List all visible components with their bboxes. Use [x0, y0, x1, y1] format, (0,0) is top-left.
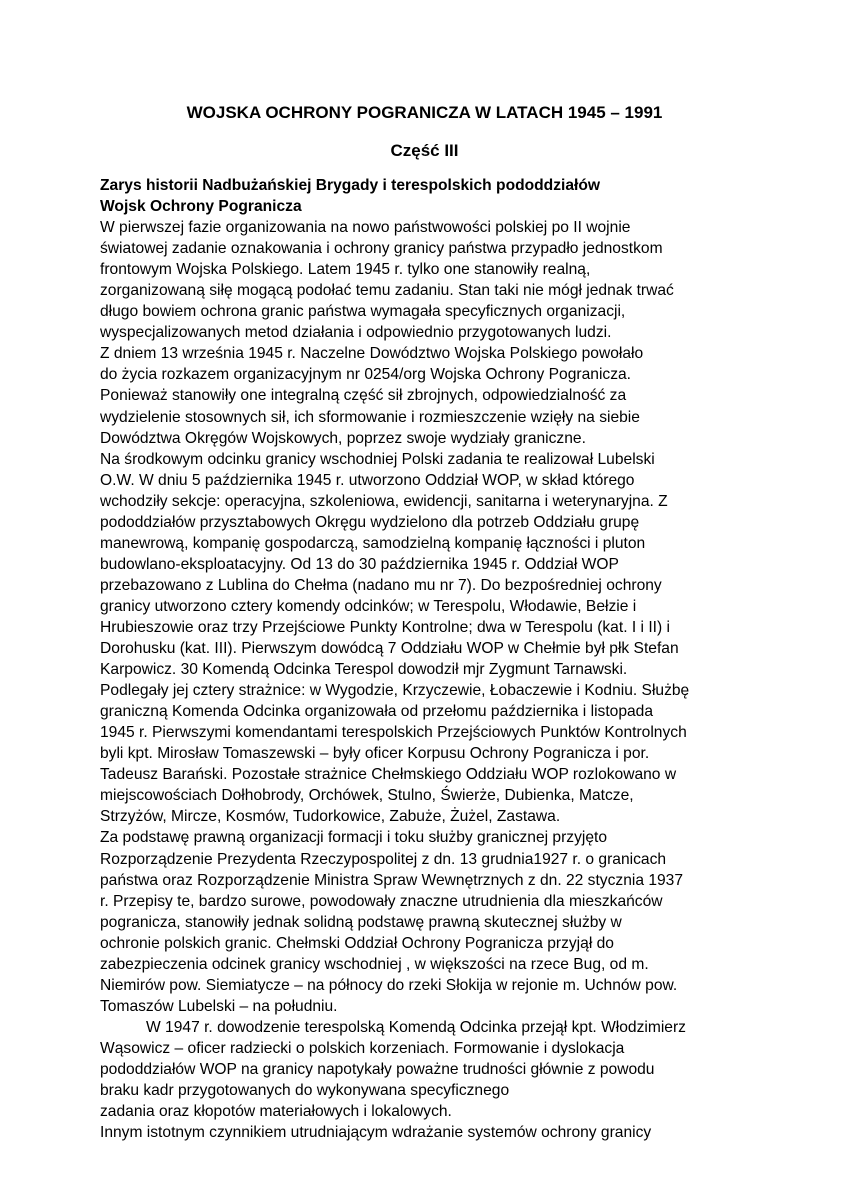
body-text-line: Rozporządzenie Prezydenta Rzeczypospolitej z dn. 13 grudnia1927 r. o granicach	[100, 850, 667, 868]
body-text-line: frontowym Wojska Polskiego. Latem 1945 r. tylko one stanowiły realną,	[100, 261, 591, 279]
body-text-line: W pierwszej fazie organizowania na nowo państwowości polskiej po II wojnie	[100, 219, 631, 237]
body-text-line: Tomaszów Lubelski – na południu.	[100, 997, 338, 1015]
body-text-line: długo bowiem ochrona granic państwa wymagała specyficznych organizacji,	[100, 303, 626, 321]
section-heading-line: Wojsk Ochrony Pogranicza	[100, 198, 302, 216]
document-subtitle: Część III	[390, 141, 459, 160]
body-text-line: Z dniem 13 września 1945 r. Naczelne Dowództwo Wojska Polskiego powołało	[100, 345, 644, 363]
body-text-line: światowej zadanie oznakowania i ochrony granicy państwa przypadło jednostkom	[100, 240, 663, 258]
body-text-line: państwa oraz Rozporządzenie Ministra Spraw Wewnętrznych z dn. 22 stycznia 1937	[100, 871, 684, 889]
body-text-line: braku kadr przygotowanych do wykonywana specyficznego	[100, 1082, 510, 1100]
document-title: WOJSKA OCHRONY POGRANICZA W LATACH 1945 – 1991	[186, 103, 663, 122]
body-text-line: wyspecjalizowanych metod działania i odpowiednio przygotowanych ludzi.	[100, 324, 612, 342]
body-text-line: pododdziałów WOP na granicy napotykały poważne trudności głównie z powodu	[100, 1060, 655, 1078]
section-heading	[100, 175, 760, 217]
body-text-line: przebazowano z Lublina do Chełma (nadano mu nr 7). Do bezpośredniej ochrony	[100, 576, 662, 594]
body-text-line: byli kpt. Mirosław Tomaszewski – były oficer Korpusu Ochrony Pogranicza i por.	[100, 745, 650, 763]
body-text-line: miejscowościach Dołhobrody, Orchówek, Stulno, Świerże, Dubienka, Matcze,	[100, 787, 634, 805]
body-text-line: pogranicza, stanowiły jednak solidną podstawę prawną skutecznej służby w	[100, 913, 622, 931]
body-text-line: do życia rozkazem organizacyjnym nr 0254/org Wojska Ochrony Pogranicza.	[100, 366, 632, 384]
body-text-line: W 1947 r. dowodzenie terespolską Komendą Odcinka przejął kpt. Włodzimierz	[146, 1018, 686, 1036]
body-text-line: pododdziałów przysztabowych Okręgu wydzielono dla potrzeb Oddziału grupę	[100, 513, 640, 531]
body-text-line: Dorohusku (kat. III). Pierwszym dowódcą 7 Oddziału WOP w Chełmie był płk Stefan	[100, 640, 679, 658]
document-body	[100, 175, 760, 1143]
body-text-line: Tadeusz Barański. Pozostałe strażnice Chełmskiego Oddziału WOP rozlokowano w	[100, 766, 677, 784]
body-text-line: wchodziły sekcje: operacyjna, szkoleniowa, ewidencji, sanitarna i weterynaryjna. Z	[100, 492, 668, 510]
body-text-line: Podlegały jej cztery strażnice: w Wygodzie, Krzyczewie, Łobaczewie i Kodniu. Służbę	[100, 682, 690, 700]
body-text-line: Dowództwa Okręgów Wojskowych, poprzez swoje wydziały graniczne.	[100, 429, 586, 447]
body-text	[100, 217, 760, 1143]
body-text-line: 1945 r. Pierwszymi komendantami terespolskich Przejściowych Punktów Kontrolnych	[100, 724, 687, 742]
body-text-line: wydzielenie stosownych sił, ich sformowanie i rozmieszczenie wzięły na siebie	[100, 408, 640, 426]
body-text-line: zadania oraz kłopotów materiałowych i lokalowych.	[100, 1103, 452, 1121]
body-text-line: Hrubieszowie oraz trzy Przejściowe Punkty Kontrolne; dwa w Terespolu (kat. I i II) i	[100, 618, 670, 636]
body-text-line: zabezpieczenia odcinek granicy wschodniej , w większości na rzece Bug, od m.	[100, 955, 649, 973]
body-text-line: Wąsowicz – oficer radziecki o polskich korzeniach. Formowanie i dyslokacja	[100, 1039, 625, 1057]
body-text-line: Karpowicz. 30 Komendą Odcinka Terespol dowodził mjr Zygmunt Tarnawski.	[100, 661, 628, 679]
body-text-line: granicy utworzono cztery komendy odcinków; w Terespolu, Włodawie, Bełzie i	[100, 597, 637, 615]
body-text-line: O.W. W dniu 5 października 1945 r. utworzono Oddział WOP, w skład którego	[100, 471, 635, 489]
body-text-line: budowlano-eksploatacyjny. Od 13 do 30 października 1945 r. Oddział WOP	[100, 555, 619, 573]
body-text-line: Za podstawę prawną organizacji formacji i toku służby granicznej przyjęto	[100, 829, 608, 847]
body-text-line: Na środkowym odcinku granicy wschodniej Polski zadania te realizował Lubelski	[100, 450, 655, 468]
body-text-line: Innym istotnym czynnikiem utrudniającym wdrażanie systemów ochrony granicy	[100, 1124, 652, 1142]
body-text-line: graniczną Komenda Odcinka organizowała od przełomu października i listopada	[100, 703, 654, 721]
body-text-line: Niemirów pow. Siemiatycze – na północy do rzeki Słokija w rejonie m. Uchnów pow.	[100, 976, 678, 994]
body-text-line: ochronie polskich granic. Chełmski Oddział Ochrony Pogranicza przyjął do	[100, 934, 614, 952]
body-text-line: Strzyżów, Mircze, Kosmów, Tudorkowice, Zabuże, Żużel, Zastawa.	[100, 808, 561, 826]
body-text-line: manewrową, kompanię gospodarczą, samodzielną kompanię łączności i pluton	[100, 534, 646, 552]
body-text-line: r. Przepisy te, bardzo surowe, powodowały znaczne utrudnienia dla mieszkańców	[100, 892, 663, 910]
body-text-line: zorganizowaną siłę mogącą podołać temu zadaniu. Stan taki nie mógł jednak trwać	[100, 282, 674, 300]
section-heading-line: Zarys historii Nadbużańskiej Brygady i terespolskich pododdziałów	[100, 177, 600, 194]
body-text-line: Ponieważ stanowiły one integralną część sił zbrojnych, odpowiedzialność za	[100, 387, 627, 405]
